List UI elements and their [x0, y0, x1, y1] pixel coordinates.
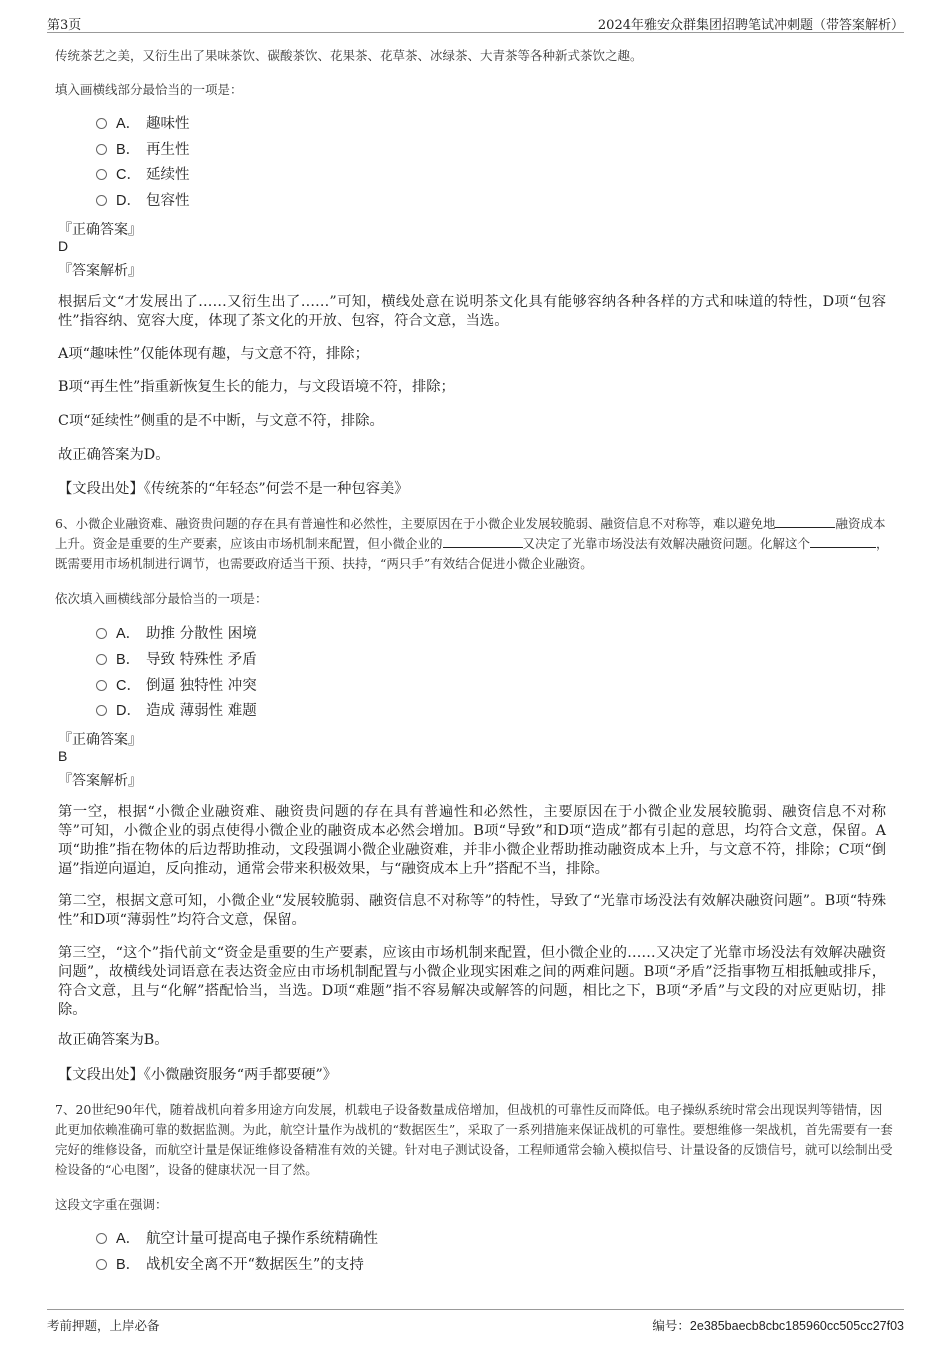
radio-icon[interactable]: [96, 628, 107, 639]
q5-analysis-3: B项“再生性”指重新恢复生长的能力，与文段语境不符，排除；: [58, 379, 455, 395]
blank-3: [810, 535, 876, 548]
page-number: 第3页: [47, 18, 82, 33]
q6-answer: B: [58, 748, 68, 764]
q7-prompt: 这段文字重在强调：: [55, 1197, 168, 1212]
document-title: 2024年雅安众群集团招聘笔试冲刺题（带答案解析）: [597, 18, 904, 33]
q7-stem: 7、20世纪90年代，随着战机向着多用途方向发展，机载电子设备数量成倍增加，但战机的可靠性反而降低。电子操纵系统时常会出现误判等错情，因此更加依赖准确可靠的数据监测。为此，航空计量作为战机的“数据医生”，采取了一系列措施来保证战机的可靠性。要想维修一架战机，首先需要有一套完好的维修设备，而航空计量是保证维修设备精准有效的关键。针对电子测试设备，工程师通常会输入模拟信号、计量设备的反馈信号，就可以绘制出受检设备的“心电图”，设备的健康状况一目了然。: [55, 1102, 893, 1177]
q6-option-a[interactable]: A． 助推 分散性 困境: [96, 622, 257, 646]
q5-analysis-5: 故正确答案为D。: [58, 447, 170, 463]
q5-answer: D: [58, 238, 69, 254]
radio-icon[interactable]: [96, 705, 107, 716]
q6-source: 【文段出处】《小微融资服务“两手都要硬”》: [58, 1067, 338, 1083]
q5-analysis-2: A项“趣味性”仅能体现有趣，与文意不符，排除；: [58, 346, 369, 362]
q6-prompt: 依次填入画横线部分最恰当的一项是：: [55, 591, 268, 606]
q5-analysis-4: C项“延续性”侧重的是不中断，与文意不符，排除。: [58, 413, 384, 429]
q5-analysis-1: 根据后文“才发展出了……又衍生出了……”可知，横线处意在说明茶文化具有能够容纳各种各样的方式和味道的特性，D项“包容性”指容纳、宽容大度，体现了茶文化的开放、包容，符合文意，当选。: [58, 294, 886, 329]
q6-analysis-1: 第一空，根据“小微企业融资难、融资贵问题的存在具有普遍性和必然性，主要原因在于小微企业发展较脆弱、融资信息不对称等”可知，小微企业的弱点使得小微企业的融资成本必然会增加。B项“导致”和D项“造成”都有引起的意思，均符合文意，保留。A项“助推”指在物体的后边帮助推动，文段强调小微企业融资难，并非小微企业帮助推动融资成本上升，与文意不符，排除；C项“倒逼”指逆向逼迫，反向推动，通常会带来积极效果，与“融资成本上升”搭配不当，排除。: [58, 804, 886, 877]
q5-passage-end: 传统茶艺之美，又衍生出了果味茶饮、碳酸茶饮、花果茶、花草茶、冰绿茶、大青茶等各种新式茶饮之趣。: [55, 48, 643, 63]
radio-icon[interactable]: [96, 118, 107, 129]
radio-icon[interactable]: [96, 680, 107, 691]
q5-option-c[interactable]: C． 延续性: [96, 163, 190, 187]
radio-icon[interactable]: [96, 654, 107, 665]
footer-slogan: 考前押题，上岸必备: [47, 1318, 160, 1333]
q5-option-a[interactable]: A． 趣味性: [96, 112, 190, 136]
q6-analysis-3: 第三空，“这个”指代前文“资金是重要的生产要素，应该由市场机制来配置，但小微企业的……又决定了光靠市场没法有效解决融资问题”，故横线处词语意在表达资金应由市场机制配置与小微企业现实困难之间的两难问题。B项“矛盾”泛指事物互相抵触或排斥，符合文意，且与“化解”搭配恰当，当选。D项“难题”指不容易解决或解答的问题，相比之下，B项“矛盾”与文段的对应更贴切，排除。: [58, 945, 886, 1018]
radio-icon[interactable]: [96, 1233, 107, 1244]
q6-option-b[interactable]: B． 导致 特殊性 矛盾: [96, 648, 257, 672]
page-footer: [47, 1309, 904, 1333]
q5-prompt: 填入画横线部分最恰当的一项是：: [55, 82, 243, 97]
q6-answer-label: 『正确答案』: [58, 732, 142, 748]
q6-stem: 6、小微企业融资难、融资贵问题的存在具有普遍性和必然性，主要原因在于小微企业发展较脆弱、融资信息不对称等，难以避免地 融资成本上升。资金是重要的生产要素，应该由市场机制来配置，但小微企业的 又决定了光靠市场没法有效解决融资问题。化解这个 ，既需要用市场机制进行调节，也需要政府适当干预、扶持，“两只手”有效结合促进小微企业融资。: [55, 516, 889, 571]
q6-analysis-2: 第二空，根据文意可知，小微企业“发展较脆弱、融资信息不对称等”的特性，导致了“光靠市场没法有效解决融资问题”。B项“特殊性”和D项“薄弱性”均符合文意，保留。: [58, 893, 886, 928]
q6-option-c[interactable]: C． 倒逼 独特性 冲突: [96, 674, 257, 698]
radio-icon[interactable]: [96, 144, 107, 155]
radio-icon[interactable]: [96, 1259, 107, 1270]
q6-analysis-label: 『答案解析』: [58, 773, 142, 789]
q7-option-b[interactable]: B． 战机安全离不开“数据医生”的支持: [96, 1253, 364, 1277]
q5-answer-label: 『正确答案』: [58, 222, 142, 238]
radio-icon[interactable]: [96, 195, 107, 206]
blank-1: [775, 515, 835, 528]
q5-option-b[interactable]: B． 再生性: [96, 138, 190, 162]
q5-source: 【文段出处】《传统茶的“年轻态”何尝不是一种包容美》: [58, 481, 409, 497]
q6-option-d[interactable]: D． 造成 薄弱性 难题: [96, 699, 257, 723]
q7-option-a[interactable]: A． 航空计量可提高电子操作系统精确性: [96, 1227, 378, 1251]
q5-option-d[interactable]: D． 包容性: [96, 189, 190, 213]
page-header: [47, 14, 904, 33]
q5-analysis-label: 『答案解析』: [58, 263, 142, 279]
q6-analysis-4: 故正确答案为B。: [58, 1032, 169, 1048]
radio-icon[interactable]: [96, 169, 107, 180]
blank-2: [443, 535, 523, 548]
document-code: 编号：2e385baecb8cbc185960cc505cc27f03: [652, 1319, 904, 1333]
